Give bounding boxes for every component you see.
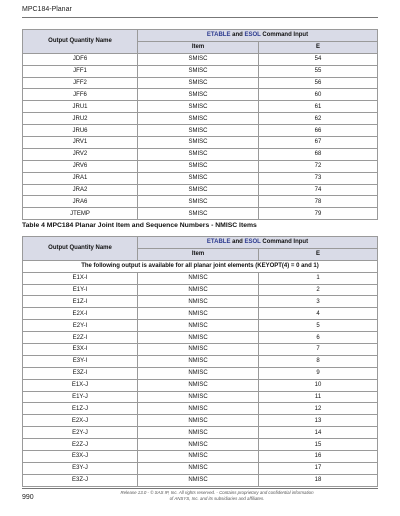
sequence-number-cell: 11 (259, 391, 378, 403)
item-cell: SMISC (138, 208, 259, 220)
page-number: 990 (22, 494, 34, 501)
table-row (23, 320, 378, 332)
output-name-cell: E2Z-J (23, 439, 138, 451)
output-name-cell: JRV6 (23, 160, 138, 172)
col-header-item: Item (138, 41, 259, 53)
sequence-number-cell: 72 (259, 160, 378, 172)
item-cell: SMISC (138, 184, 259, 196)
output-name-cell: JRV2 (23, 148, 138, 160)
item-cell: SMISC (138, 125, 259, 137)
sequence-number-cell: 73 (259, 172, 378, 184)
col-header-item: Item (138, 248, 259, 260)
sequence-number-cell: 3 (259, 296, 378, 308)
table-row (23, 184, 378, 196)
item-cell: NMISC (138, 379, 259, 391)
item-cell: NMISC (138, 296, 259, 308)
sequence-number-cell: 78 (259, 196, 378, 208)
output-name-cell: E3X-I (23, 344, 138, 356)
item-cell: NMISC (138, 284, 259, 296)
header-rule (22, 17, 378, 18)
sequence-number-cell: 56 (259, 77, 378, 89)
table-row (23, 172, 378, 184)
sequence-number-cell: 62 (259, 113, 378, 125)
item-cell: NMISC (138, 320, 259, 332)
table-row (23, 101, 378, 113)
table-row (23, 391, 378, 403)
output-name-cell: JFF2 (23, 77, 138, 89)
table-row (23, 284, 378, 296)
output-name-cell: E2X-J (23, 415, 138, 427)
footer-rule (22, 488, 378, 489)
output-name-cell: E1X-J (23, 379, 138, 391)
item-cell: SMISC (138, 89, 259, 101)
sequence-number-cell: 74 (259, 184, 378, 196)
col-header-e: E (259, 248, 378, 260)
table-row (23, 439, 378, 451)
table-row (23, 415, 378, 427)
output-name-cell: E1Y-J (23, 391, 138, 403)
table-row (23, 403, 378, 415)
table-row (23, 53, 378, 65)
item-cell: NMISC (138, 391, 259, 403)
output-name-cell: JRA1 (23, 172, 138, 184)
item-cell: SMISC (138, 196, 259, 208)
sequence-number-cell: 14 (259, 427, 378, 439)
sequence-number-cell: 18 (259, 474, 378, 486)
smisc-items-table (22, 29, 378, 220)
esol-label: ESOL (244, 32, 261, 39)
command-input-label: Command Input (262, 32, 309, 39)
sequence-number-cell: 12 (259, 403, 378, 415)
item-cell: SMISC (138, 160, 259, 172)
and-label: and (232, 32, 243, 39)
sequence-number-cell: 4 (259, 308, 378, 320)
sequence-number-cell: 60 (259, 89, 378, 101)
output-name-cell: JFF1 (23, 65, 138, 77)
output-name-cell: E1Y-I (23, 284, 138, 296)
sequence-number-cell: 9 (259, 367, 378, 379)
output-name-cell: E2X-I (23, 308, 138, 320)
item-cell: NMISC (138, 367, 259, 379)
command-input-label: Command Input (262, 239, 309, 246)
output-name-cell: JRA6 (23, 196, 138, 208)
table-row (23, 125, 378, 137)
output-name-cell: JFF6 (23, 89, 138, 101)
sequence-number-cell: 8 (259, 355, 378, 367)
item-cell: SMISC (138, 101, 259, 113)
item-cell: SMISC (138, 113, 259, 125)
output-name-cell: E3Z-I (23, 367, 138, 379)
item-cell: NMISC (138, 272, 259, 284)
running-head: MPC184-Planar (22, 6, 72, 13)
output-name-cell: JRU1 (23, 101, 138, 113)
table-row (23, 65, 378, 77)
legal-notice-line-2: of ANSYS, Inc. and its subsidiaries and affiliates. (169, 496, 265, 501)
table-row (23, 148, 378, 160)
table-row (23, 474, 378, 486)
sequence-number-cell: 68 (259, 148, 378, 160)
output-name-cell: JRU2 (23, 113, 138, 125)
and-label: and (232, 239, 243, 246)
table-note: The following output is available for all planar joint elements (KEYOPT(4) = 0 and 1) (23, 260, 378, 272)
output-name-cell: E1X-I (23, 272, 138, 284)
output-name-cell: E2Y-J (23, 427, 138, 439)
item-cell: SMISC (138, 137, 259, 149)
table-row (23, 89, 378, 101)
table-row (23, 451, 378, 463)
sequence-number-cell: 67 (259, 137, 378, 149)
item-cell: SMISC (138, 53, 259, 65)
sequence-number-cell: 54 (259, 53, 378, 65)
table-row (23, 355, 378, 367)
table-row (23, 344, 378, 356)
etable-label: ETABLE (206, 239, 231, 246)
output-name-cell: JRV1 (23, 137, 138, 149)
table-row (23, 137, 378, 149)
output-name-cell: E3Y-J (23, 462, 138, 474)
col-header-output-name: Output Quantity Name (23, 237, 138, 261)
table-row (23, 379, 378, 391)
output-name-cell: E1Z-J (23, 403, 138, 415)
item-cell: NMISC (138, 439, 259, 451)
output-name-cell: JRU6 (23, 125, 138, 137)
item-cell: SMISC (138, 172, 259, 184)
sequence-number-cell: 13 (259, 415, 378, 427)
col-header-e: E (259, 41, 378, 53)
sequence-number-cell: 7 (259, 344, 378, 356)
sequence-number-cell: 15 (259, 439, 378, 451)
output-name-cell: E3X-J (23, 451, 138, 463)
table-row (23, 296, 378, 308)
table-row (23, 160, 378, 172)
item-cell: NMISC (138, 474, 259, 486)
table-row (23, 272, 378, 284)
table-note-row (23, 260, 378, 272)
output-name-cell: E3Z-J (23, 474, 138, 486)
table-row (23, 77, 378, 89)
esol-label: ESOL (244, 239, 261, 246)
etable-label: ETABLE (206, 32, 231, 39)
col-header-command-input (138, 30, 378, 42)
sequence-number-cell: 61 (259, 101, 378, 113)
nmisc-items-table (22, 236, 378, 487)
sequence-number-cell: 17 (259, 462, 378, 474)
sequence-number-cell: 2 (259, 284, 378, 296)
output-name-cell: E1Z-I (23, 296, 138, 308)
output-name-cell: JDF6 (23, 53, 138, 65)
sequence-number-cell: 79 (259, 208, 378, 220)
legal-notice-line-1: Release 13.0 - © SAS IP, Inc. All rights reserved. - Contains proprietary and confidential information (120, 490, 314, 495)
table-row (23, 332, 378, 344)
sequence-number-cell: 5 (259, 320, 378, 332)
item-cell: NMISC (138, 308, 259, 320)
sequence-number-cell: 6 (259, 332, 378, 344)
item-cell: NMISC (138, 427, 259, 439)
item-cell: SMISC (138, 148, 259, 160)
table-row (23, 427, 378, 439)
table-row (23, 367, 378, 379)
item-cell: NMISC (138, 344, 259, 356)
table-row (23, 308, 378, 320)
item-cell: NMISC (138, 355, 259, 367)
output-name-cell: JRA2 (23, 184, 138, 196)
item-cell: NMISC (138, 332, 259, 344)
output-name-cell: JTEMP (23, 208, 138, 220)
item-cell: NMISC (138, 415, 259, 427)
sequence-number-cell: 55 (259, 65, 378, 77)
table-row (23, 462, 378, 474)
table-row (23, 113, 378, 125)
item-cell: NMISC (138, 462, 259, 474)
sequence-number-cell: 1 (259, 272, 378, 284)
table-row (23, 208, 378, 220)
table-row (23, 196, 378, 208)
item-cell: SMISC (138, 65, 259, 77)
output-name-cell: E2Z-I (23, 332, 138, 344)
item-cell: NMISC (138, 451, 259, 463)
item-cell: NMISC (138, 403, 259, 415)
sequence-number-cell: 16 (259, 451, 378, 463)
output-name-cell: E2Y-I (23, 320, 138, 332)
output-name-cell: E3Y-I (23, 355, 138, 367)
sequence-number-cell: 66 (259, 125, 378, 137)
sequence-number-cell: 10 (259, 379, 378, 391)
col-header-command-input (138, 237, 378, 249)
item-cell: SMISC (138, 77, 259, 89)
table-caption: Table 4 MPC184 Planar Joint Item and Sequence Numbers - NMISC Items (22, 222, 257, 229)
legal-notice (92, 490, 342, 502)
col-header-output-name: Output Quantity Name (23, 30, 138, 54)
